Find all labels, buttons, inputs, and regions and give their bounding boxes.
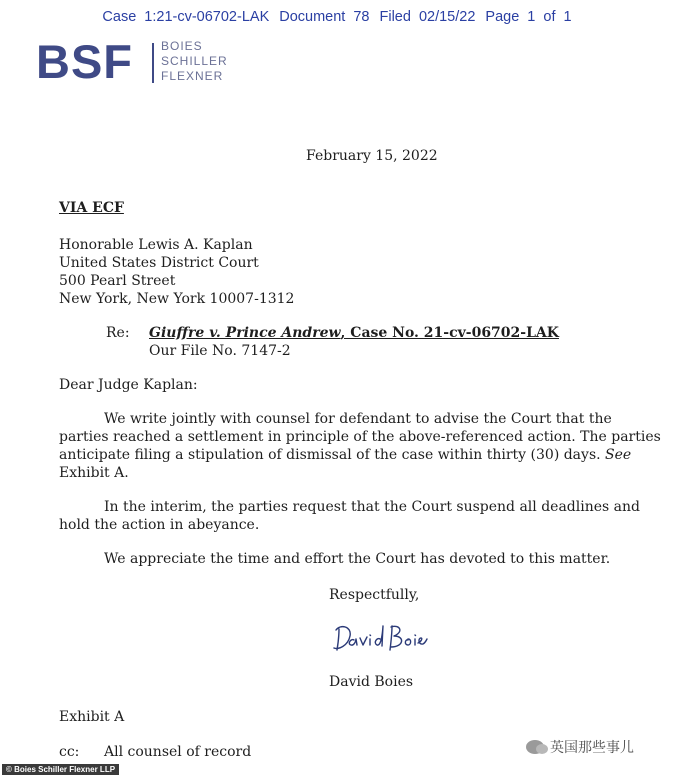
letter-date: February 15, 2022: [306, 148, 438, 164]
filing-document-number: Document 78: [279, 9, 370, 25]
chat-bubbles-icon: [526, 740, 544, 754]
watermark-text: 英国那些事儿: [550, 740, 634, 756]
recipient-address: [59, 236, 294, 308]
filing-header: [0, 9, 674, 25]
paragraph-2: [59, 498, 640, 534]
paragraph-line: parties reached a settlement in principle of the above-referenced action. The parties: [59, 429, 661, 445]
re-case-name: Giuffre v. Prince Andrew: [149, 325, 341, 341]
recipient-line: United States District Court: [59, 255, 259, 271]
cc-label: cc:: [59, 744, 80, 760]
cc-recipients: All counsel of record: [104, 744, 252, 760]
watermark: [526, 737, 634, 757]
re-file-number: Our File No. 7147-2: [149, 343, 291, 359]
recipient-line: Honorable Lewis A. Kaplan: [59, 237, 253, 253]
logo-word-1: BOIES: [161, 39, 203, 53]
paragraph-line: anticipate filing a stipulation of dismissal of the case within thirty (30) days. See: [59, 447, 632, 463]
paragraph-line: In the interim, the parties request that the Court suspend all deadlines and: [104, 499, 640, 515]
paragraph-line: hold the action in abeyance.: [59, 517, 260, 533]
filing-case-number: Case 1:21-cv-06702-LAK: [102, 9, 270, 25]
exhibit-reference: Exhibit A: [59, 709, 125, 725]
re-case-line: [149, 324, 559, 342]
paragraph-1: [59, 410, 661, 482]
delivery-method: VIA ECF: [59, 200, 124, 216]
filing-page: Page 1 of 1: [485, 9, 572, 25]
recipient-line: New York, New York 10007-1312: [59, 291, 295, 307]
logo-word-2: SCHILLER: [161, 54, 228, 68]
see-signal: See: [605, 447, 632, 463]
photo-credit: © Boies Schiller Flexner LLP: [2, 764, 119, 775]
firm-logo: [36, 35, 228, 88]
recipient-line: 500 Pearl Street: [59, 273, 176, 289]
logo-word-3: FLEXNER: [161, 69, 224, 83]
handwritten-signature: [330, 620, 430, 658]
paragraph-line: Exhibit A.: [59, 465, 129, 481]
re-label: Re:: [106, 325, 130, 341]
closing: Respectfully,: [329, 587, 420, 603]
logo-firm-name: [161, 39, 228, 84]
paragraph-line: We write jointly with counsel for defendant to advise the Court that the: [104, 411, 612, 427]
logo-divider: [152, 43, 154, 83]
filing-date: Filed 02/15/22: [379, 9, 476, 25]
paragraph-3: We appreciate the time and effort the Court has devoted to this matter.: [104, 551, 611, 567]
salutation: Dear Judge Kaplan:: [59, 377, 198, 393]
logo-letters: BSF: [36, 35, 133, 88]
re-subject: [149, 324, 559, 360]
signer-name: David Boies: [329, 674, 414, 690]
re-case-number: , Case No. 21-cv-06702-LAK: [340, 325, 559, 341]
